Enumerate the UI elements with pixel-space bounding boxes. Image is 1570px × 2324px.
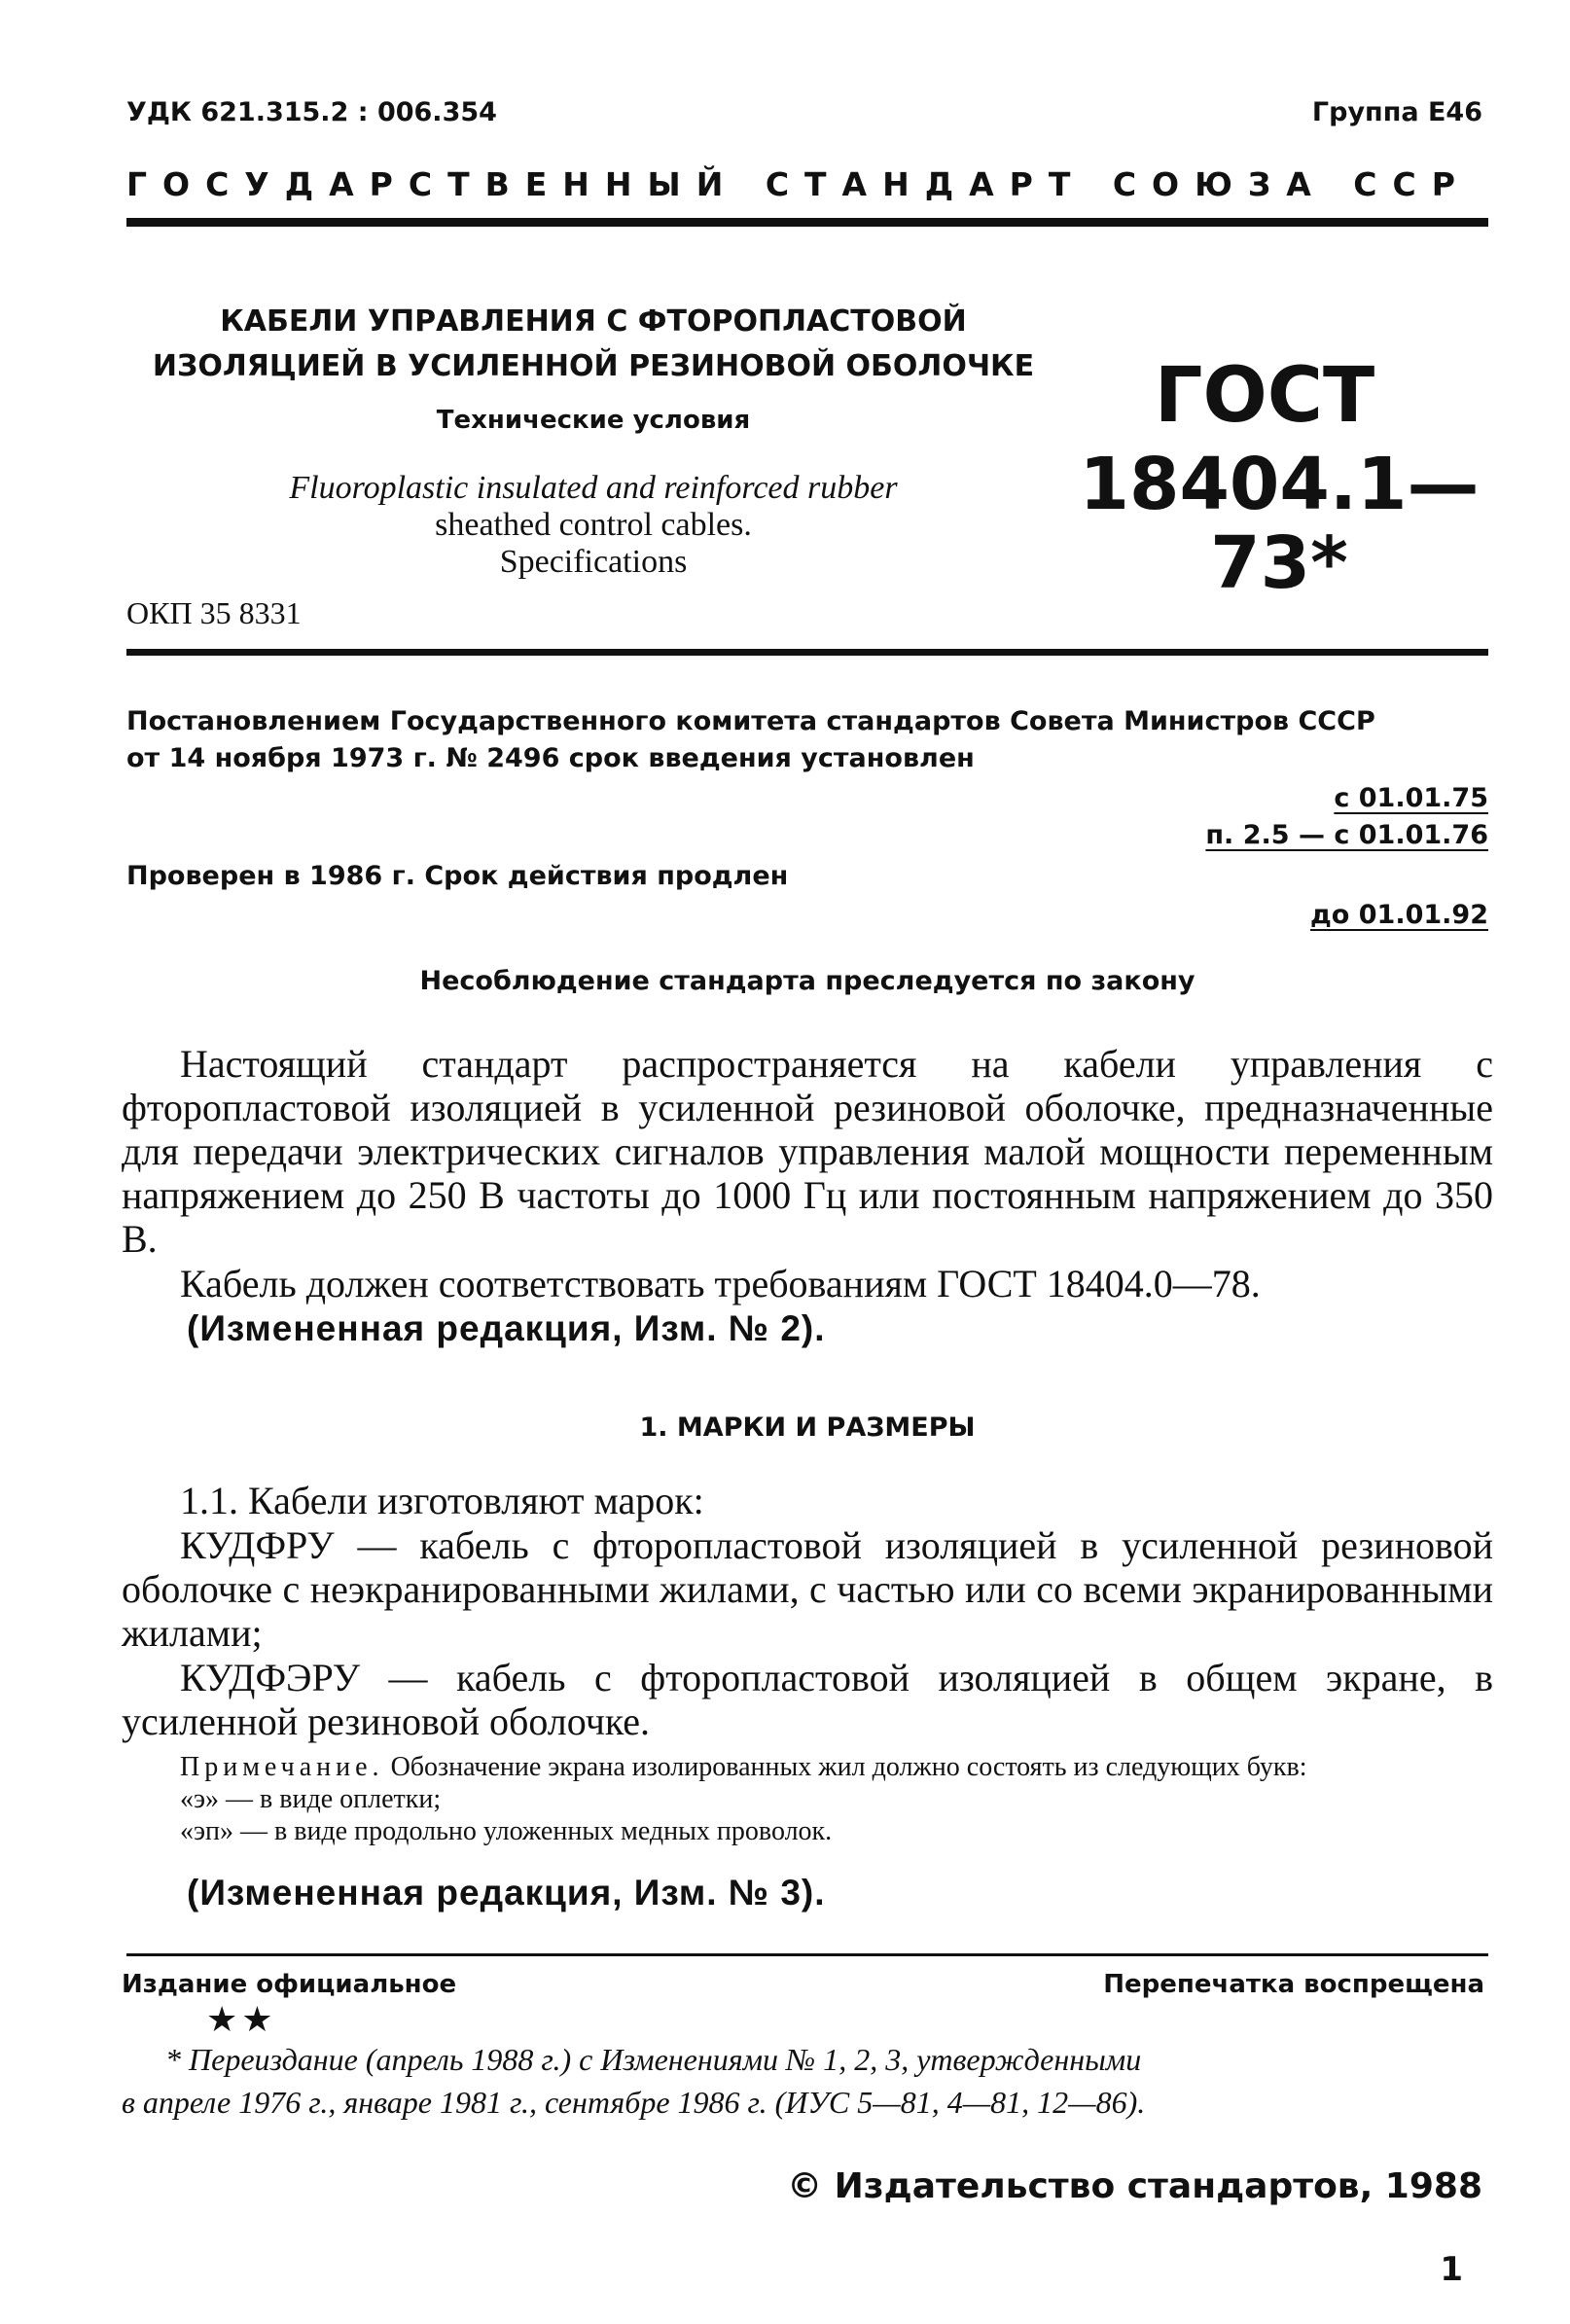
footer-rule: [126, 1953, 1488, 1956]
decree-text: [126, 703, 1488, 777]
decree-line-1: Постановлением Государственного комитета стандартов Совета Министров СССР: [126, 706, 1375, 736]
gost-label: ГОСТ: [1154, 352, 1375, 440]
checked-note: Проверен в 1986 г. Срок действия продлен: [126, 861, 789, 891]
publisher: © Издательство стандартов, 1988: [787, 2166, 1482, 2206]
document-title: [126, 300, 1060, 389]
reprint-line-1: * Переиздание (апрель 1988 г.) с Изменениями № 1, 2, 3, утвержденными: [165, 2042, 1142, 2077]
law-notice: Несоблюдение стандарта преследуется по закону: [419, 966, 1195, 996]
reprint-note: [122, 2038, 1493, 2124]
reprint-line-2: в апреле 1976 г., январе 1981 г., сентябре 1986 г. (ИУС 5—81, 4—81, 12—86).: [122, 2085, 1146, 2120]
intro-amendment: (Измененная редакция, Изм. № 2).: [187, 1308, 826, 1348]
note-item-1: «э» — в виде оплетки;: [180, 1784, 442, 1814]
english-line-2: sheathed control cables.: [435, 507, 752, 543]
gost-number: 18404.1—73*: [1079, 443, 1480, 606]
title-line-1: КАБЕЛИ УПРАВЛЕНИЯ С ФТОРОПЛАСТОВОЙ: [220, 304, 967, 339]
intro-reference: Кабель должен соответствовать требованиям ГОСТ 18404.0—78.: [180, 1262, 1261, 1305]
okp-code: ОКП 35 8331: [126, 595, 302, 630]
reprint-forbidden: Перепечатка воспрещена: [1103, 1970, 1484, 1999]
header-rule: [126, 218, 1488, 227]
english-line-1: Fluoroplastic insulated and reinforced rubber: [289, 470, 898, 506]
title-line-2: ИЗОЛЯЦИЕЙ В УСИЛЕННОЙ РЕЗИНОВОЙ ОБОЛОЧКЕ: [152, 349, 1035, 383]
note-item-2: «эп» — в виде продольно уложенных медных проволок.: [180, 1816, 833, 1846]
title-rule: [126, 649, 1488, 656]
note-text: Обозначение экрана изолированных жил должно состоять из следующих букв:: [390, 1752, 1307, 1782]
document-subtitle: Технические условия: [436, 406, 751, 435]
section-heading: 1. МАРКИ И РАЗМЕРЫ: [639, 1412, 976, 1443]
valid-until: до 01.01.92: [1310, 900, 1488, 930]
brand-kudfru: КУДФРУ — кабель с фторопластовой изоляцией в усиленной резиновой оболочке с неэкранированными жилами, с частью или со всеми экранированными жилами;: [122, 1523, 1493, 1655]
note-block: [122, 1751, 1493, 1847]
effective-date-1: с 01.01.75: [1334, 783, 1488, 813]
group-code: Группа Е46: [1311, 97, 1482, 127]
english-line-3: Specifications: [499, 544, 688, 580]
english-title: [126, 470, 1060, 581]
page-number: 1: [1440, 2250, 1463, 2289]
effective-date-2: п. 2.5 — с 01.01.76: [1205, 820, 1488, 850]
item-1-1: 1.1. Кабели изготовляют марок:: [180, 1479, 704, 1522]
decree-line-2: от 14 ноября 1973 г. № 2496 срок введения установлен: [126, 743, 975, 773]
brand-kudferu: КУДФЭРУ — кабель с фторопластовой изоляцией в общем экране, в усиленной резиновой оболочке.: [122, 1656, 1493, 1743]
note-paragraph: [122, 1751, 1493, 1783]
udk-code: УДК 621.315.2 : 006.354: [126, 97, 497, 127]
intro-paragraph: Настоящий стандарт распространяется на кабели управления с фторопластовой изоляцией в усиленной резиновой оболочке, предназначенные для передачи электрических сигналов управления малой мощности переменным напряжением до 250 В частоты до 1000 Гц или постоянным напряжением до 350 В.: [122, 1042, 1493, 1261]
official-edition: Издание официальное: [122, 1970, 457, 1999]
stars-mark: ★★: [206, 2000, 277, 2039]
standard-title: ГОСУДАРСТВЕННЫЙ СТАНДАРТ СОЮЗА ССР: [126, 165, 1471, 203]
section-amendment: (Измененная редакция, Изм. № 3).: [187, 1873, 826, 1913]
note-label: Примечание.: [180, 1752, 384, 1782]
